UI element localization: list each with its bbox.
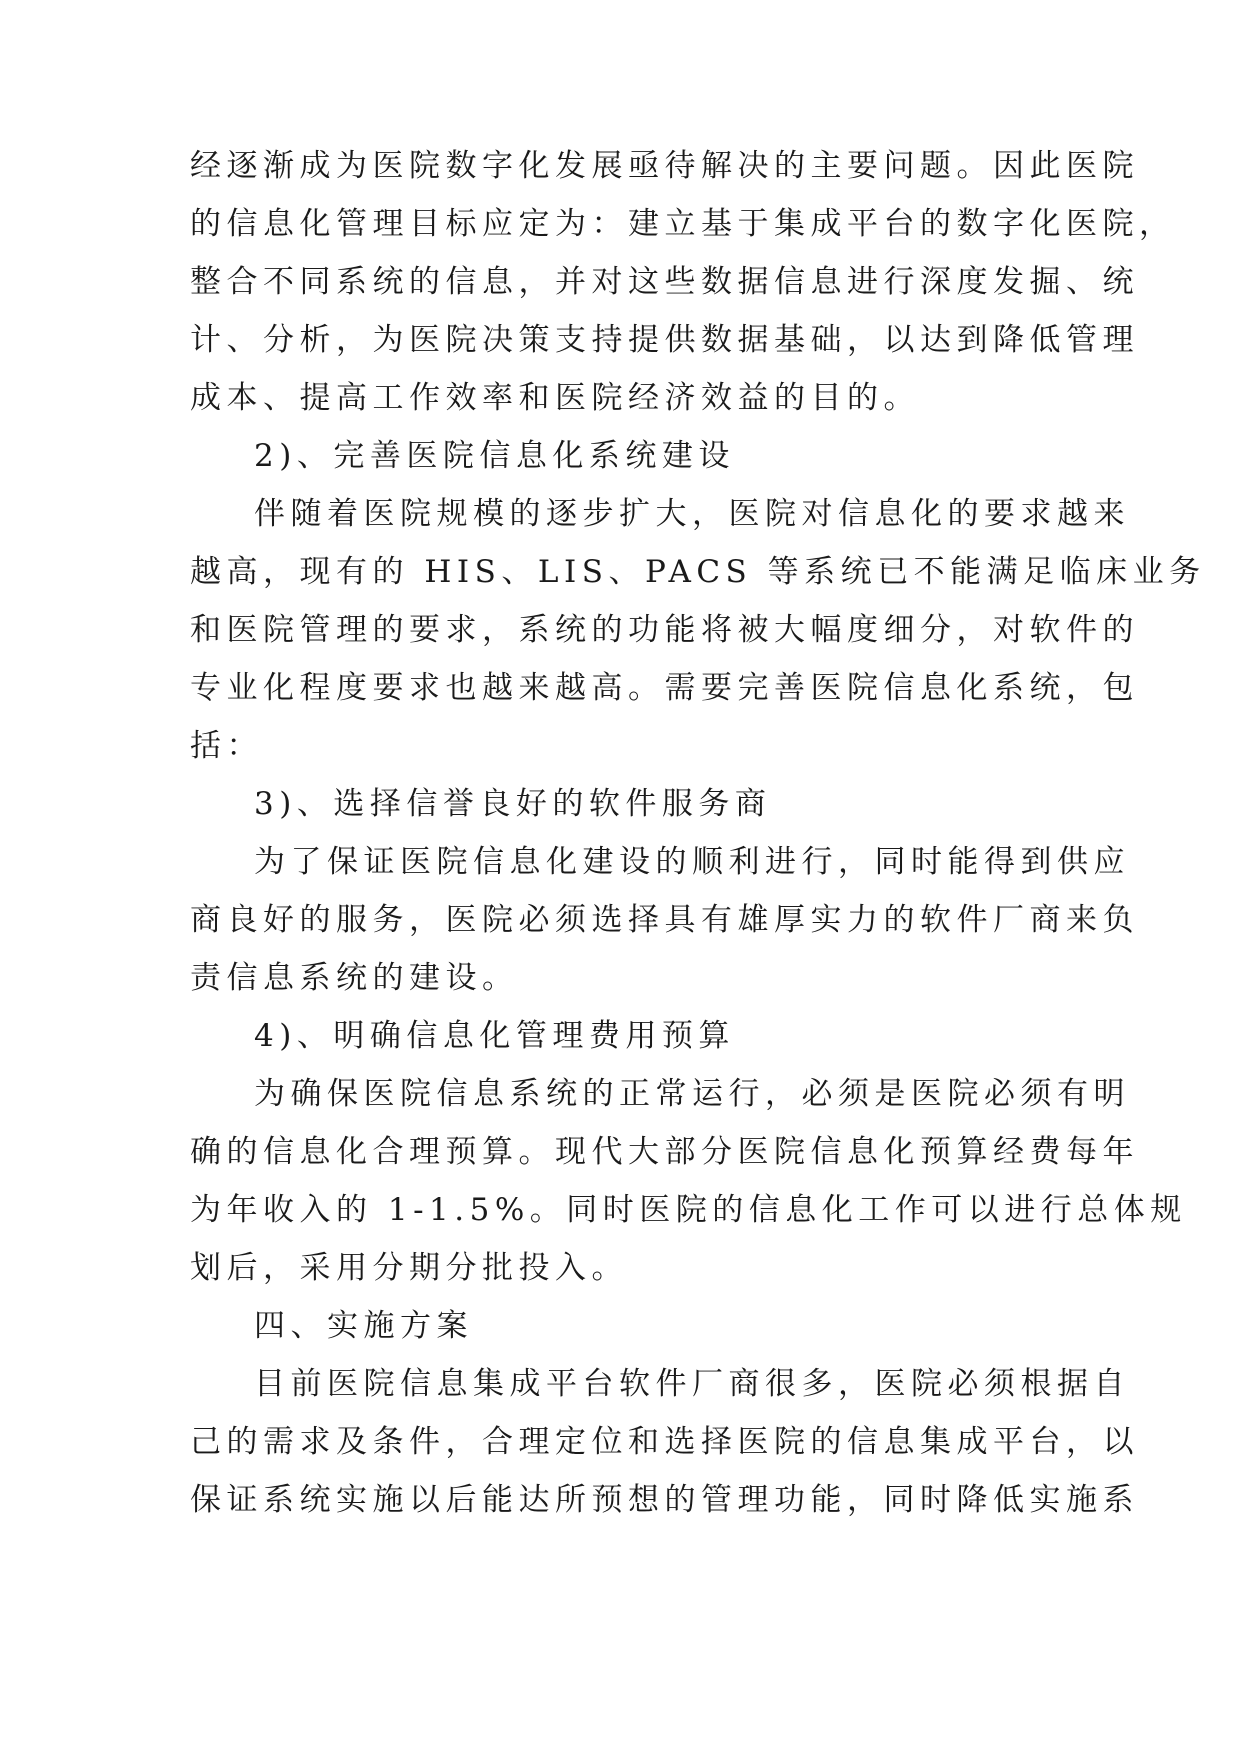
paragraph-line: 伴随着医院规模的逐步扩大，医院对信息化的要求越来 <box>254 496 1130 532</box>
paragraph-line: 商良好的服务，医院必须选择具有雄厚实力的软件厂商来负 <box>190 902 1139 938</box>
paragraph-line: 为确保医院信息系统的正常运行，必须是医院必须有明 <box>254 1076 1130 1112</box>
paragraph-line: 为年收入的 1-1.5%。同时医院的信息化工作可以进行总体规 <box>190 1192 1187 1228</box>
paragraph-line: 经逐渐成为医院数字化发展亟待解决的主要问题。因此医院 <box>190 148 1139 184</box>
paragraph-line: 责信息系统的建设。 <box>190 960 519 996</box>
paragraph-line: 越高，现有的 HIS、LIS、PACS 等系统已不能满足临床业务 <box>190 554 1206 590</box>
section-heading: 3)、选择信誉良好的软件服务商 <box>254 786 772 822</box>
paragraph-line: 成本、提高工作效率和医院经济效益的目的。 <box>190 380 920 416</box>
paragraph-line: 确的信息化合理预算。现代大部分医院信息化预算经费每年 <box>190 1134 1139 1170</box>
section-heading: 四、实施方案 <box>254 1308 473 1344</box>
paragraph-line: 专业化程度要求也越来越高。需要完善医院信息化系统，包 <box>190 670 1139 706</box>
paragraph-line: 计、分析，为医院决策支持提供数据基础，以达到降低管理 <box>190 322 1139 358</box>
section-heading: 4)、明确信息化管理费用预算 <box>254 1018 735 1054</box>
paragraph-line: 己的需求及条件，合理定位和选择医院的信息集成平台，以 <box>190 1424 1139 1460</box>
paragraph-line: 整合不同系统的信息，并对这些数据信息进行深度发掘、统 <box>190 264 1139 300</box>
paragraph-line: 目前医院信息集成平台软件厂商很多，医院必须根据自 <box>254 1366 1130 1402</box>
paragraph-line: 划后，采用分期分批投入。 <box>190 1250 628 1286</box>
section-heading: 2)、完善医院信息化系统建设 <box>254 438 735 474</box>
paragraph-line: 保证系统实施以后能达所预想的管理功能，同时降低实施系 <box>190 1482 1139 1518</box>
paragraph-line: 为了保证医院信息化建设的顺利进行，同时能得到供应 <box>254 844 1130 880</box>
paragraph-line: 和医院管理的要求，系统的功能将被大幅度细分，对软件的 <box>190 612 1139 648</box>
paragraph-line: 的信息化管理目标应定为：建立基于集成平台的数字化医院， <box>190 206 1176 242</box>
paragraph-line: 括： <box>190 728 263 764</box>
